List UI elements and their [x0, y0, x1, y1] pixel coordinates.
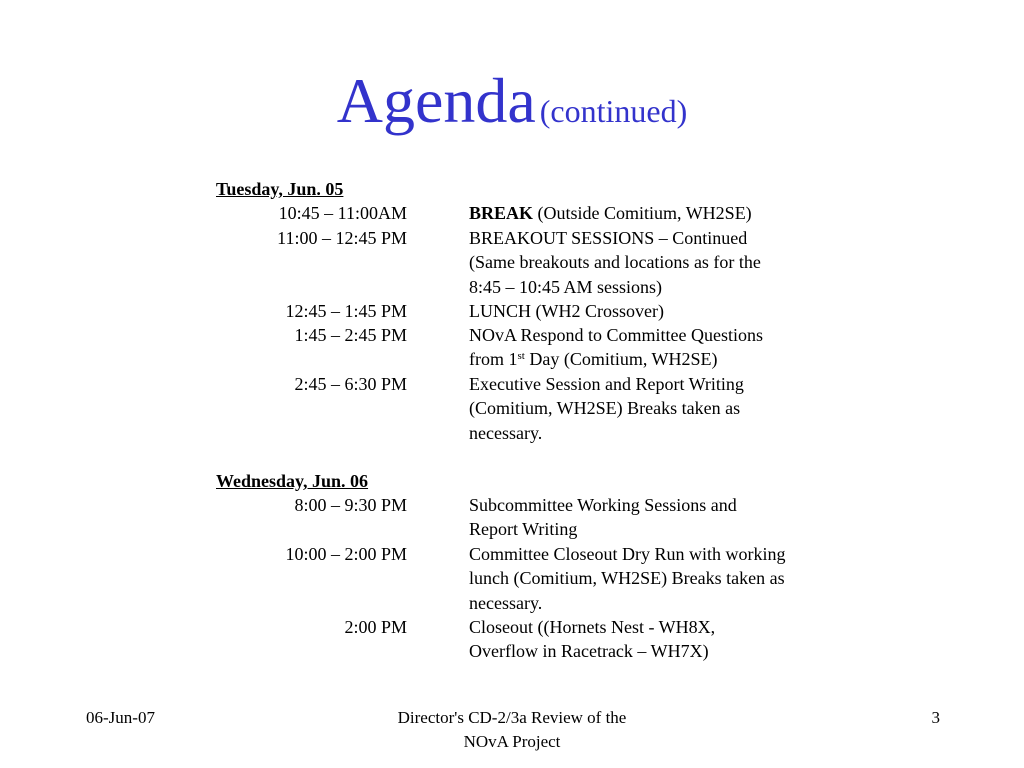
break-label: BREAK — [469, 203, 534, 223]
desc-line: 8:45 – 10:45 AM sessions) — [469, 276, 663, 297]
agenda-time: 1:45 – 2:45 PM — [294, 325, 407, 345]
title-main: Agenda — [336, 65, 536, 136]
page-number: 3 — [931, 708, 940, 727]
desc-line: BREAKOUT SESSIONS – Continued — [469, 228, 748, 248]
agenda-desc — [469, 615, 849, 664]
desc-line: Subcommittee Working Sessions and — [469, 495, 737, 515]
break-location: (Outside Comitium, WH2SE) — [533, 203, 752, 223]
agenda-desc — [469, 323, 849, 372]
desc-line: Closeout ((Hornets Nest - WH8X, — [469, 617, 716, 637]
agenda-desc — [469, 493, 849, 542]
footer-title-line: Director's CD-2/3a Review of the — [397, 708, 627, 727]
agenda-time: 11:00 – 12:45 PM — [277, 228, 407, 248]
agenda-time: 12:45 – 1:45 PM — [285, 301, 407, 321]
agenda-desc — [469, 372, 849, 445]
desc-line: necessary. — [469, 422, 543, 443]
agenda-desc — [469, 201, 849, 225]
desc-post: Day (Comitium, WH2SE) — [524, 349, 718, 370]
desc-line: Executive Session and Report Writing — [469, 374, 744, 394]
desc-line: Overflow in Racetrack – WH7X) — [469, 641, 709, 662]
ordinal-sup: st — [517, 350, 525, 363]
agenda-time: 10:00 – 2:00 PM — [285, 544, 407, 564]
desc-line: Committee Closeout Dry Run with working — [469, 544, 786, 564]
desc-pre: from 1 — [469, 349, 518, 370]
agenda-time: 2:00 PM — [344, 617, 407, 637]
agenda-desc — [469, 542, 849, 615]
desc-line: necessary. — [469, 592, 543, 613]
agenda-desc — [469, 226, 849, 299]
desc-line — [469, 347, 849, 371]
slide-title — [0, 64, 1024, 138]
desc-line: NOvA Respond to Committee Questions — [469, 325, 763, 345]
title-sub: (continued) — [539, 93, 688, 129]
footer-date: 06-Jun-07 — [86, 708, 155, 727]
wednesday-heading: Wednesday, Jun. 06 — [216, 471, 369, 491]
footer-title-line: NOvA Project — [463, 732, 561, 751]
agenda-time: 2:45 – 6:30 PM — [294, 374, 407, 394]
desc-line: lunch (Comitium, WH2SE) Breaks taken as — [469, 568, 785, 589]
desc-line: (Comitium, WH2SE) Breaks taken as — [469, 398, 741, 419]
footer-title — [312, 706, 712, 754]
agenda-desc — [469, 299, 849, 323]
desc-line: (Same breakouts and locations as for the — [469, 252, 761, 273]
tuesday-heading: Tuesday, Jun. 05 — [216, 179, 344, 199]
desc-line: LUNCH (WH2 Crossover) — [469, 301, 664, 321]
agenda-time: 10:45 – 11:00AM — [278, 203, 407, 223]
agenda-time: 8:00 – 9:30 PM — [294, 495, 407, 515]
desc-line: Report Writing — [469, 519, 578, 540]
